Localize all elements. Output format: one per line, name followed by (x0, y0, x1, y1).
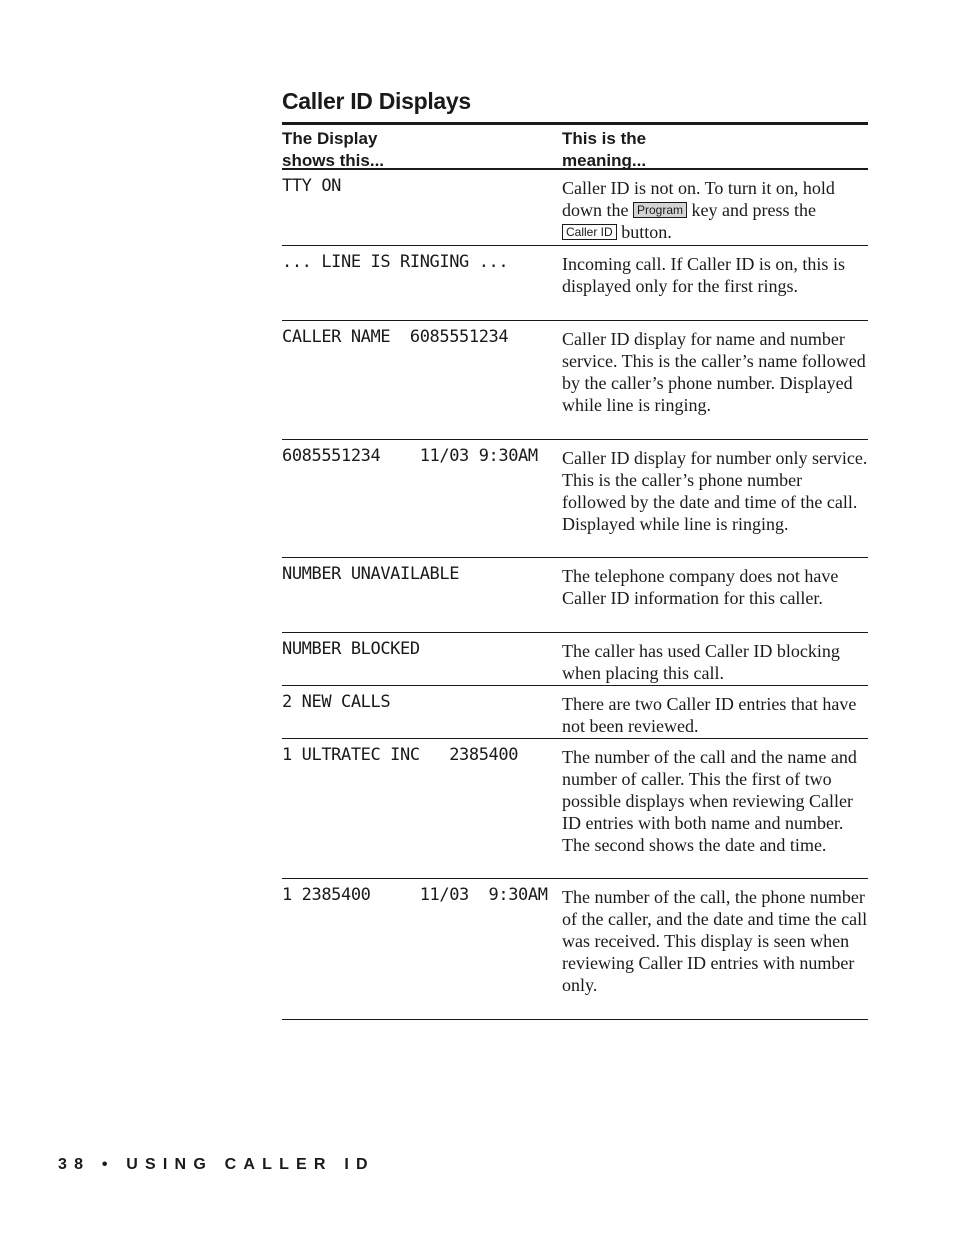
table-row (282, 739, 868, 879)
meaning-text: Caller ID display for name and number service. This is the caller’s name followed by the caller’s phone number. Displayed while line is ringing. (562, 329, 866, 415)
meaning-part: key and press the (691, 200, 816, 220)
meaning-part: button. (621, 222, 672, 242)
meaning-text: There are two Caller ID entries that have not been reviewed. (562, 694, 857, 736)
header-meaning: This is the meaning... (562, 129, 647, 170)
table-row (282, 633, 868, 686)
display-text: 1 2385400 11/03 9:30AM (282, 885, 548, 905)
display-text: NUMBER UNAVAILABLE (282, 564, 460, 584)
meaning-text (562, 175, 868, 242)
table-row (282, 879, 868, 1020)
table-row (282, 686, 868, 739)
meaning-text: Incoming call. If Caller ID is on, this is displayed only for the first rings. (562, 254, 845, 296)
meaning-text: The caller has used Caller ID blocking when placing this call. (562, 641, 840, 683)
display-text: 2 NEW CALLS (282, 692, 391, 712)
display-text: NUMBER BLOCKED (282, 639, 420, 659)
program-key: Program (633, 202, 687, 218)
table-row (282, 170, 868, 246)
meaning-part: Caller ID is not on. To turn it on, hold down the (562, 178, 835, 220)
page-footer: 38 • USING CALLER ID (58, 1156, 375, 1173)
caller-id-table (282, 122, 868, 1020)
display-text: 6085551234 11/03 9:30AM (282, 446, 538, 466)
table-row (282, 440, 868, 558)
display-text: ... LINE IS RINGING ... (282, 252, 509, 272)
display-text: TTY ON (282, 176, 342, 196)
meaning-text: The telephone company does not have Caller ID information for this caller. (562, 566, 839, 608)
page-title: Caller ID Displays (282, 88, 471, 114)
table-row (282, 558, 868, 633)
meaning-text: The number of the call and the name and number of caller. This the first of two possible displays when reviewing Caller ID entries with both name and number. The second shows the date and time. (562, 747, 857, 855)
meaning-text: The number of the call, the phone number of the caller, and the date and time the call was received. This display is seen when reviewing Caller ID entries with number only. (562, 887, 868, 995)
display-text: CALLER NAME 6085551234 (282, 327, 509, 347)
table-header (282, 125, 868, 170)
table-row (282, 321, 868, 440)
header-display: The Display shows this... (282, 129, 385, 170)
caller-id-key: Caller ID (562, 224, 617, 240)
meaning-text: Caller ID display for number only service. This is the caller’s phone number followed by the date and time of the call. Displayed while line is ringing. (562, 448, 868, 534)
table-row (282, 246, 868, 321)
display-text: 1 ULTRATEC INC 2385400 (282, 745, 519, 765)
